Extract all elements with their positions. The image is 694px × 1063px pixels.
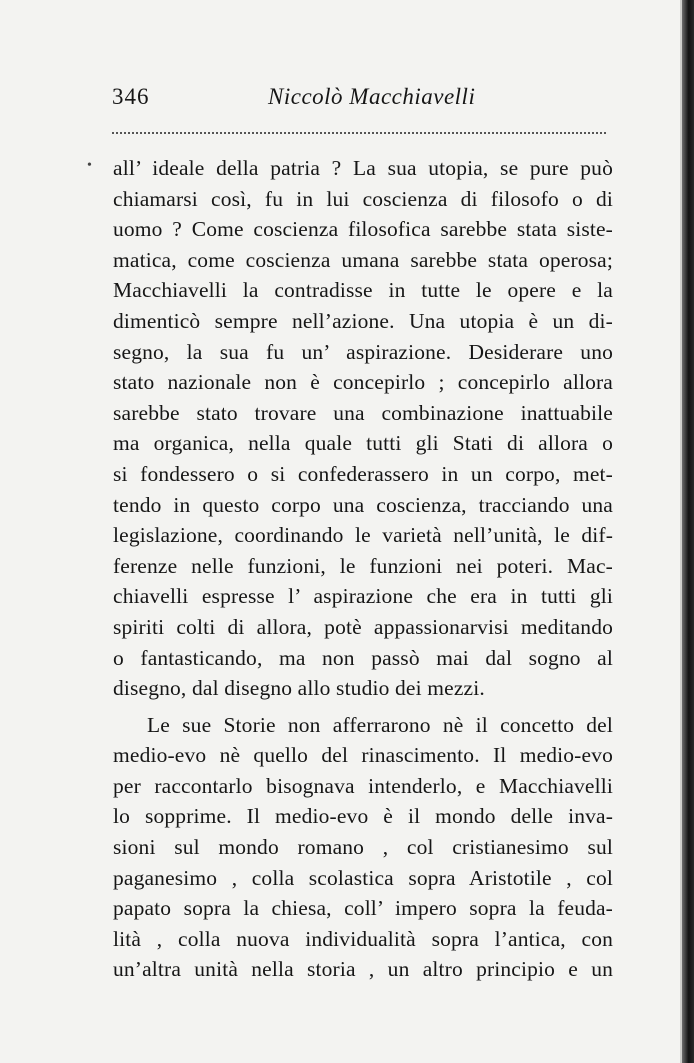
text-line: tendo in questo corpo una coscienza, tracciando una (113, 492, 613, 517)
text-line: legislazione, coordinando le varietà nell’unità, le dif- (113, 523, 613, 548)
text-line: uomo ? Come coscienza filosofica sarebbe stata siste- (113, 217, 613, 242)
text-line: ferenze nelle funzioni, le funzioni nei poteri. Mac- (113, 553, 613, 578)
text-line: disegno, dal disegno allo studio dei mezzi. (113, 676, 485, 701)
text-line: papato sopra la chiesa, coll’ impero sopra la feuda- (113, 896, 613, 921)
text-line: medio-evo nè quello del rinascimento. Il medio-evo (113, 743, 613, 768)
text-line: lo sopprime. Il medio-evo è il mondo delle inva- (113, 804, 613, 829)
text-line: sioni sul mondo romano , col cristianesimo sul (113, 835, 613, 860)
page-number: 346 (112, 84, 150, 109)
text-line: ma organica, nella quale tutti gli Stati di allora o (113, 431, 613, 456)
book-spine-shadow (682, 0, 694, 1063)
text-line: chiamarsi così, fu in lui coscienza di filosofo o di (113, 186, 613, 211)
text-line: si fondessero o si confederassero in un corpo, met- (113, 461, 613, 486)
text-line: matica, come coscienza umana sarebbe stata operosa; (113, 247, 613, 272)
text-line: stato nazionale non è concepirlo ; concepirlo allora (113, 370, 613, 395)
page-header (112, 84, 606, 124)
text-line: chiavelli espresse l’ aspirazione che era in tutti gli (113, 584, 613, 609)
text-line: spiriti colti di allora, potè appassionarvisi meditando (113, 614, 613, 639)
text-line: segno, la sua fu un’ aspirazione. Desiderare uno (113, 339, 613, 364)
margin-mark: • (87, 158, 92, 173)
text-line: per raccontarlo bisognava intenderlo, e Macchiavelli (113, 773, 613, 798)
text-line: paganesimo , colla scolastica sopra Aristotile , col (113, 865, 613, 890)
text-line: un’altra unità nella storia , un altro principio e un (113, 957, 613, 982)
text-line: sarebbe stato trovare una combinazione inattuabile (113, 400, 613, 425)
text-line: all’ ideale della patria ? La sua utopia, se pure può (113, 156, 613, 180)
text-line: Macchiavelli la contradisse in tutte le opere e la (113, 278, 613, 303)
running-head: Niccolò Macchiavelli (268, 84, 476, 109)
text-line: o fantasticando, ma non passò mai dal sogno al (113, 645, 613, 670)
text-line: Le sue Storie non afferrarono nè il concetto del (147, 712, 613, 737)
body-text (113, 153, 613, 985)
text-line: lità , colla nuova individualità sopra l’antica, con (113, 926, 613, 951)
header-rule (112, 132, 606, 134)
text-line: dimenticò sempre nell’azione. Una utopia è un di- (113, 308, 613, 333)
